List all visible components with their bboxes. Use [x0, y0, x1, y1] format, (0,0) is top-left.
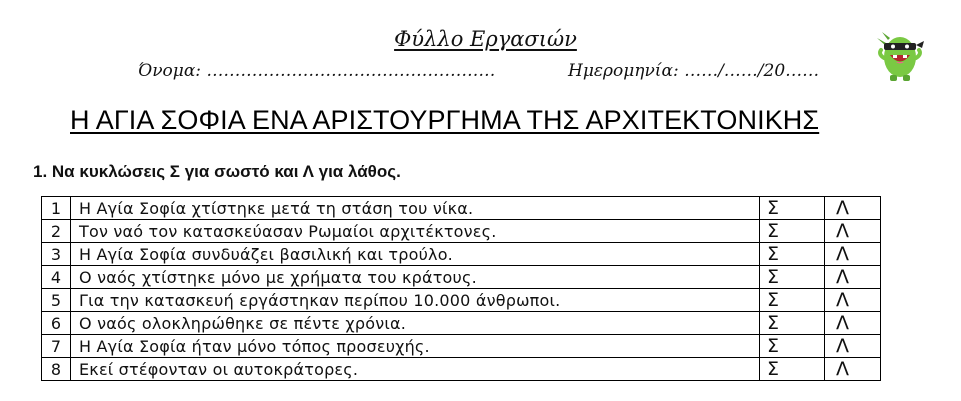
false-option[interactable]: Λ: [825, 358, 881, 381]
statement-text: Ο ναός ολοκληρώθηκε σε πέντε χρόνια.: [71, 312, 760, 335]
table-row: [42, 289, 881, 312]
statement-text: Για την κατασκευή εργάστηκαν περίπου 10.000 άνθρωποι.: [71, 289, 760, 312]
green-monster-mascot-icon: [874, 26, 926, 82]
false-option[interactable]: Λ: [825, 335, 881, 358]
row-number: 1: [42, 197, 71, 220]
statement-text: Η Αγία Σοφία χτίστηκε μετά τη στάση του νίκα.: [71, 197, 760, 220]
main-heading: Η ΑΓΙΑ ΣΟΦΙΑ ΕΝΑ ΑΡΙΣΤΟΥΡΓΗΜΑ ΤΗΣ ΑΡΧΙΤΕΚΤΟΝΙΚΗΣ: [70, 105, 820, 135]
statement-text: Ο ναός χτίστηκε μόνο με χρήματα του κράτους.: [71, 266, 760, 289]
statement-text: Τον ναό τον κατασκεύασαν Ρωμαίοι αρχιτέκτονες.: [71, 220, 760, 243]
true-option[interactable]: Σ: [760, 197, 825, 220]
true-option[interactable]: Σ: [760, 358, 825, 381]
statement-text: Η Αγία Σοφία συνδυάζει βασιλική και τρούλο.: [71, 243, 760, 266]
true-option[interactable]: Σ: [760, 243, 825, 266]
row-number: 8: [42, 358, 71, 381]
row-number: 4: [42, 266, 71, 289]
row-number: 3: [42, 243, 71, 266]
name-field-line: Όνομα: ……………………………………………: [138, 61, 496, 81]
table-row: [42, 312, 881, 335]
true-option[interactable]: Σ: [760, 289, 825, 312]
table-row: [42, 266, 881, 289]
table-row: [42, 220, 881, 243]
true-option[interactable]: Σ: [760, 335, 825, 358]
row-number: 7: [42, 335, 71, 358]
false-option[interactable]: Λ: [825, 266, 881, 289]
row-number: 5: [42, 289, 71, 312]
table-row: [42, 243, 881, 266]
false-option[interactable]: Λ: [825, 243, 881, 266]
worksheet-title: Φύλλο Εργασιών: [394, 27, 577, 51]
false-option[interactable]: Λ: [825, 312, 881, 335]
table-row: [42, 335, 881, 358]
date-field-line: Ημερομηνία: ……/……/20……: [568, 61, 820, 81]
false-option[interactable]: Λ: [825, 220, 881, 243]
true-option[interactable]: Σ: [760, 312, 825, 335]
table-row: [42, 197, 881, 220]
statement-text: Εκεί στέφονταν οι αυτοκράτορες.: [71, 358, 760, 381]
exercise-instruction: 1. Να κυκλώσεις Σ για σωστό και Λ για λάθος.: [33, 162, 401, 181]
table-row: [42, 358, 881, 381]
row-number: 6: [42, 312, 71, 335]
true-option[interactable]: Σ: [760, 266, 825, 289]
true-false-table: [41, 196, 881, 381]
row-number: 2: [42, 220, 71, 243]
true-option[interactable]: Σ: [760, 220, 825, 243]
statement-text: Η Αγία Σοφία ήταν μόνο τόπος προσευχής.: [71, 335, 760, 358]
false-option[interactable]: Λ: [825, 289, 881, 312]
false-option[interactable]: Λ: [825, 197, 881, 220]
